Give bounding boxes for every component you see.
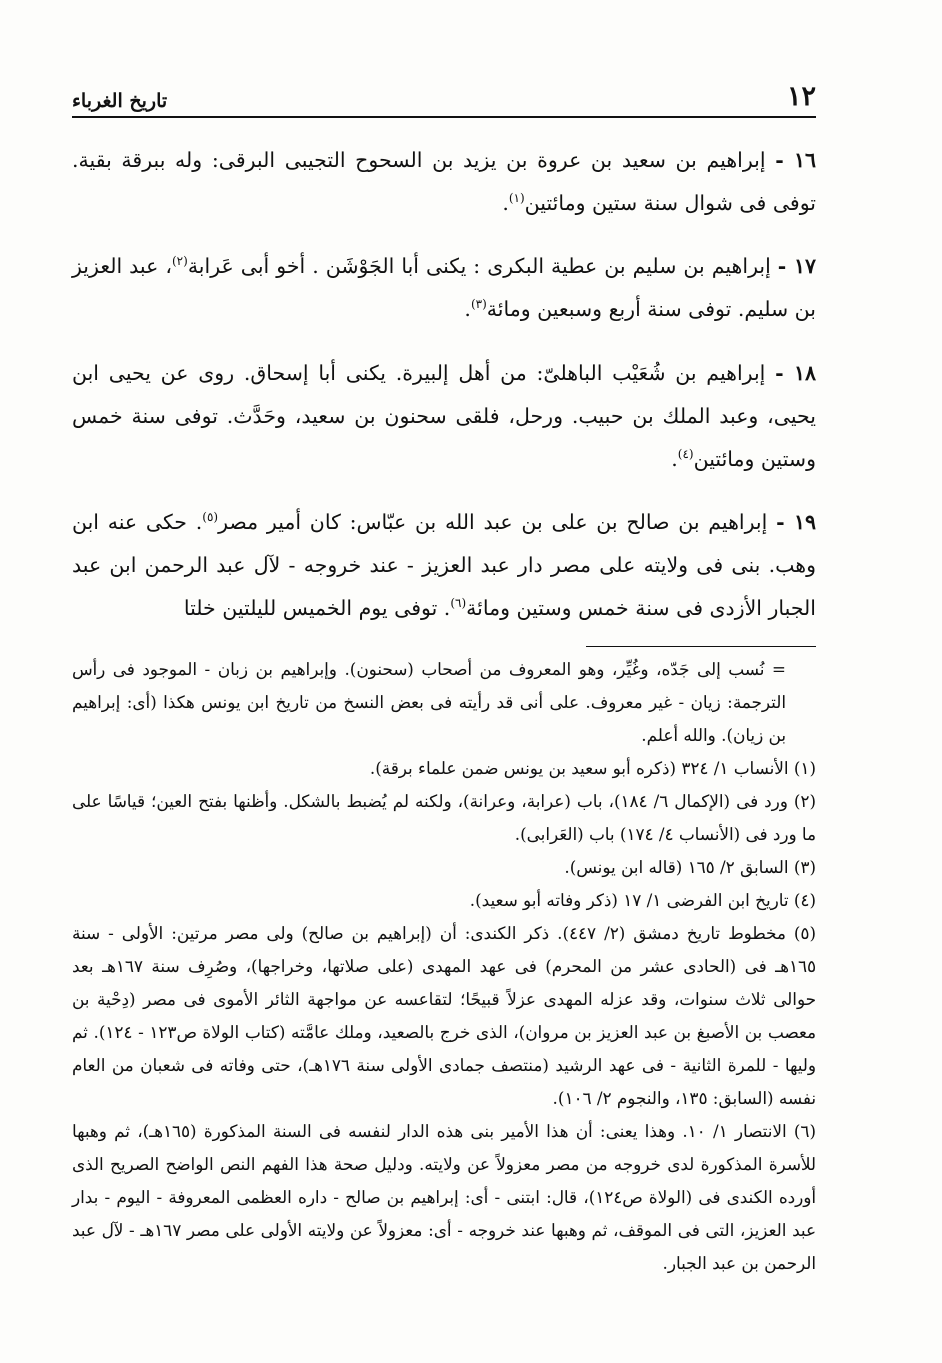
entry-number: ١٨ - [775, 360, 816, 385]
entry-text: إبراهيم بن شُعَيْب الباهلىّ: من أهل إلبيرة. يكنى أبا إسحاق. روى عن يحيى ابن يحيى، وعبد الملك بن حبيب. ورحل، فلقى سحنون بن سعيد، وحَدَّث. توفى سنة خمس وستين ومائتين [72, 360, 816, 471]
entry-number: ١٧ - [777, 254, 816, 278]
footnote-2: (٢) ورد فى (الإكمال ٦/ ١٨٤)، باب (عرابة، وعرانة)، ولكنه لم يُضبط بالشكل. وأظنها بفتح العين؛ قياسًا على ما ورد فى (الأنساب ٤/ ١٧٤) باب (العَرابى). [72, 791, 816, 844]
page-number: ١٢ [786, 81, 816, 112]
entry-text: إبراهيم بن سليم بن عطية البكرى : يكنى أبا الجَوْشَن . أخو أبى عَرابة [187, 254, 778, 278]
entry-text-tail: . [671, 446, 678, 471]
footnote-3: (٣) السابق ٢/ ١٦٥ (قاله ابن يونس). [564, 857, 816, 877]
entry-text: إبراهيم بن صالح بن على بن عبد الله بن عبّاس: كان أمير مصر [218, 510, 777, 534]
entry-19 [72, 501, 816, 630]
footnote-ref[interactable]: (١) [508, 190, 525, 205]
entry-18 [72, 352, 816, 481]
entry-text-tail: . توفى يوم الخميس لليلتين خلتا [183, 596, 451, 620]
footnote-4: (٤) تاريخ ابن الفرضى ١/ ١٧ (ذكر وفاته أبو سعيد). [469, 890, 816, 910]
footnote-5: (٥) مخطوط تاريخ دمشق (٢/ ٤٤٧). ذكر الكندى: أن (إبراهيم بن صالح) ولى مصر مرتين: الأولى - سنة ١٦٥هـ فى (الحادى عشر من المحرم) فى عهد المهدى (على صلاتها، وخراجها)، وصُرِف سنة ١٦٧هـ بعد حوالى ثلاث سنوات، وقد عزله المهدى عزلاً قبيحًا؛ لتقاعسه عن مواجهة الثائر الأموى فى مصر (دِحْية بن معصب بن الأصبغ بن عبد العزيز بن مروان)، الذى خرج بالصعيد، وملك عامَّته (كتاب الولاة ص١٢٣ - ١٢٤). ثم وليها - للمرة الثانية - فى عهد الرشيد (منتصف جمادى الأولى سنة ١٧٦هـ)، حتى وفاته فى شعبان من العام نفسه (السابق: ١٣٥، والنجوم ٢/ ١٠٦). [72, 923, 816, 1108]
footnote-1: (١) الأنساب ١/ ٣٢٤ (ذكره أبو سعيد بن يونس ضمن علماء برقة). [369, 758, 816, 778]
entry-text-tail: . حكى عنه ابن وهب. بنى فى ولايته على مصر دار عبد العزيز - عند خروجه - لآل عبد الرحمن ابن عبد الجبار الأزدى فى سنة خمس وستين ومائة [72, 510, 816, 620]
entry-number: ١٦ - [775, 147, 816, 172]
page-header [72, 78, 816, 118]
footnote-6: (٦) الانتصار ١/ ١٠. وهذا يعنى: أن هذا الأمير بنى هذه الدار لنفسه فى السنة المذكورة (١٦٥هـ)، ثم وهبها للأسرة المذكورة لدى خروجه من مصر معزولاً عن ولايته. ودليل صحة هذا الفهم النص الواضح الصريح الذى أورده الكندى فى (الولاة ص١٢٤)، قال: ابتنى - أى: إبراهيم بن صالح - داره العظمى المعروفة - اليوم - بدار عبد العزيز، التى فى الموقف، ثم وهبها عند خروجه - أى: معزولاً عن ولايته الأولى على مصر ١٦٧هـ - لآل عبد الرحمن بن عبد الجبار. [72, 1121, 816, 1273]
entry-16 [72, 139, 816, 225]
entries [72, 139, 816, 631]
entry-number: ١٩ - [776, 510, 816, 534]
footnote-ref[interactable]: (٣) [470, 297, 487, 312]
footnote-ref[interactable]: (٥) [202, 510, 219, 525]
entry-17 [72, 245, 816, 331]
footnote-separator [586, 646, 816, 647]
footnote-ref[interactable]: (٦) [450, 596, 467, 611]
entry-text-tail: ، عبد العزيز بن سليم. توفى سنة أربع وسبعين ومائة [72, 254, 816, 321]
entry-text: إبراهيم بن سعيد بن عروة بن يزيد بن السحوح التجيبى البرقى: وله ببرقة بقية. توفى فى شوال سنة ستين ومائتين [72, 147, 816, 215]
footnote-ref[interactable]: (٤) [677, 446, 694, 461]
footnote-continuation: = نُسب إلى جَدّه، وغُيِّر، وهو المعروف من أصحاب (سحنون). وإبراهيم بن زبان - الموجود فى رأس الترجمة: زيان - غير معروف. على أنى قد رأيته فى بعض النسخ من تاريخ ابن يونس هكذا (أى: إبراهيم بن زيان). والله أعلم. [72, 659, 786, 745]
footnotes [72, 653, 816, 1280]
entry-text-tail: . [502, 190, 509, 215]
footnote-ref[interactable]: (٢) [171, 254, 188, 269]
entry-text-tail: . [464, 297, 471, 321]
running-title: تاريخ الغرباء [72, 90, 168, 112]
